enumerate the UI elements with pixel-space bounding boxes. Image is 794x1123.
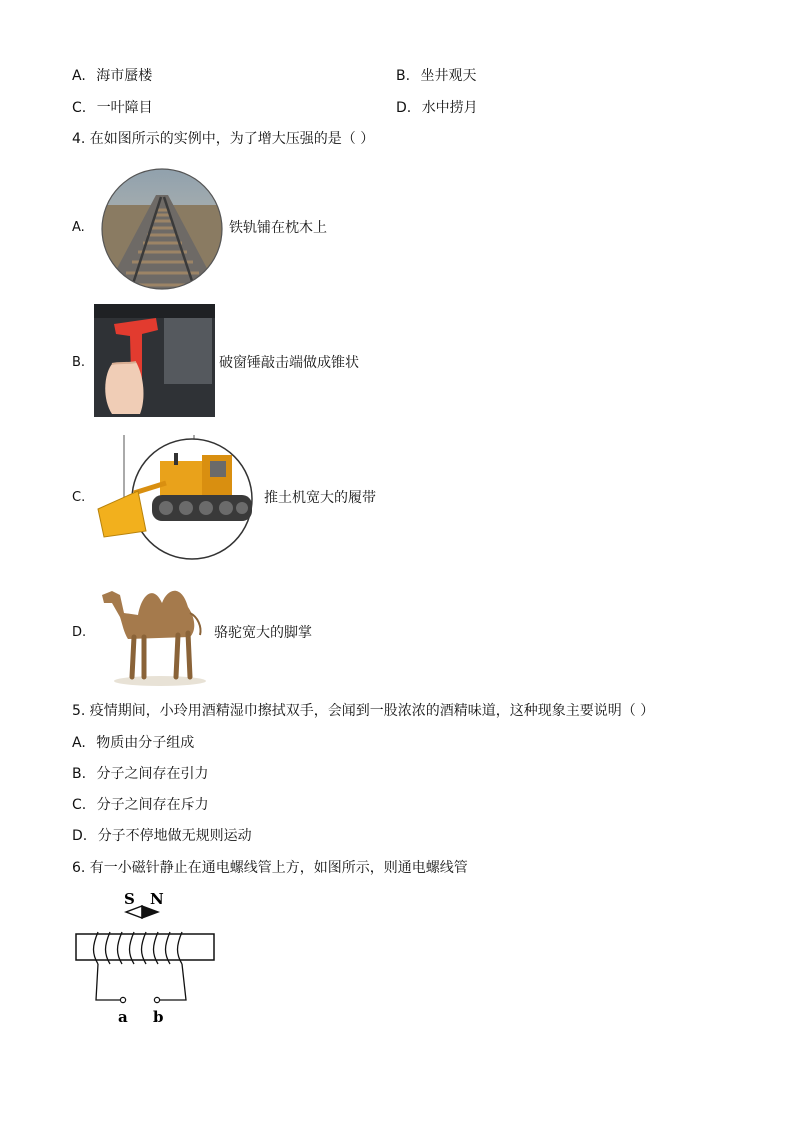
- safety-hammer-image: [94, 304, 215, 417]
- q5-stem: 5. 疫情期间，小玲用酒精湿巾擦拭双手，会闻到一股浓浓的酒精味道，这种现象主要说明（ ）: [72, 703, 655, 719]
- terminal-b: [154, 997, 159, 1002]
- option-text: 海市蜃楼: [96, 68, 153, 84]
- terminal-b-label: b: [153, 1008, 164, 1026]
- option-text: 一叶障目: [96, 100, 153, 116]
- q3-option-b: [396, 67, 477, 85]
- option-letter: B.: [396, 68, 411, 84]
- q3-option-c: [72, 99, 153, 117]
- option-letter: A.: [72, 735, 86, 751]
- q4-option-c-caption: 推土机宽大的履带: [264, 490, 376, 506]
- q4-option-d-letter: D.: [72, 625, 87, 640]
- camel-image: [98, 573, 210, 687]
- q3-option-d: [396, 99, 478, 117]
- option-letter: C.: [72, 797, 87, 813]
- option-text: 分子之间存在引力: [96, 766, 209, 782]
- bulldozer-image: [94, 433, 260, 563]
- q4-option-c-letter: C.: [72, 490, 86, 505]
- option-letter: C.: [72, 100, 87, 116]
- q5-option-d: [72, 827, 252, 845]
- option-letter: B.: [72, 766, 87, 782]
- circuit-leads: [96, 964, 186, 1000]
- option-text: 分子之间存在斥力: [96, 797, 209, 813]
- q4-stem: 4. 在如图所示的实例中，为了增大压强的是（ ）: [72, 131, 375, 147]
- option-letter: D.: [72, 828, 88, 844]
- q5-option-b: [72, 765, 209, 783]
- pole-s-label: S: [124, 890, 135, 908]
- q4-option-b-caption: 破窗锤敲击端做成锥状: [219, 355, 359, 371]
- q6-stem: 6. 有一小磁针静止在通电螺线管上方，如图所示，则通电螺线管: [72, 860, 468, 876]
- railway-track-image: [100, 165, 225, 293]
- terminal-a: [120, 997, 125, 1002]
- option-letter: D.: [396, 100, 412, 116]
- q4-option-b-letter: B.: [72, 355, 86, 370]
- solenoid-diagram: [70, 888, 220, 1028]
- option-text: 分子不停地做无规则运动: [97, 828, 252, 844]
- option-text: 物质由分子组成: [96, 735, 195, 751]
- q4-option-a-caption: 铁轨铺在枕木上: [229, 220, 327, 236]
- q4-option-d-caption: 骆驼宽大的脚掌: [214, 625, 312, 641]
- pole-n-label: N: [150, 890, 164, 908]
- q3-option-a: [72, 67, 152, 85]
- solenoid-core: [76, 934, 214, 960]
- q5-option-a: [72, 734, 194, 752]
- option-letter: A.: [72, 68, 86, 84]
- q5-option-c: [72, 796, 209, 814]
- q4-option-a-letter: A.: [72, 220, 85, 235]
- option-text: 坐井观天: [420, 68, 477, 84]
- option-text: 水中捞月: [421, 100, 478, 116]
- terminal-a-label: a: [118, 1008, 128, 1026]
